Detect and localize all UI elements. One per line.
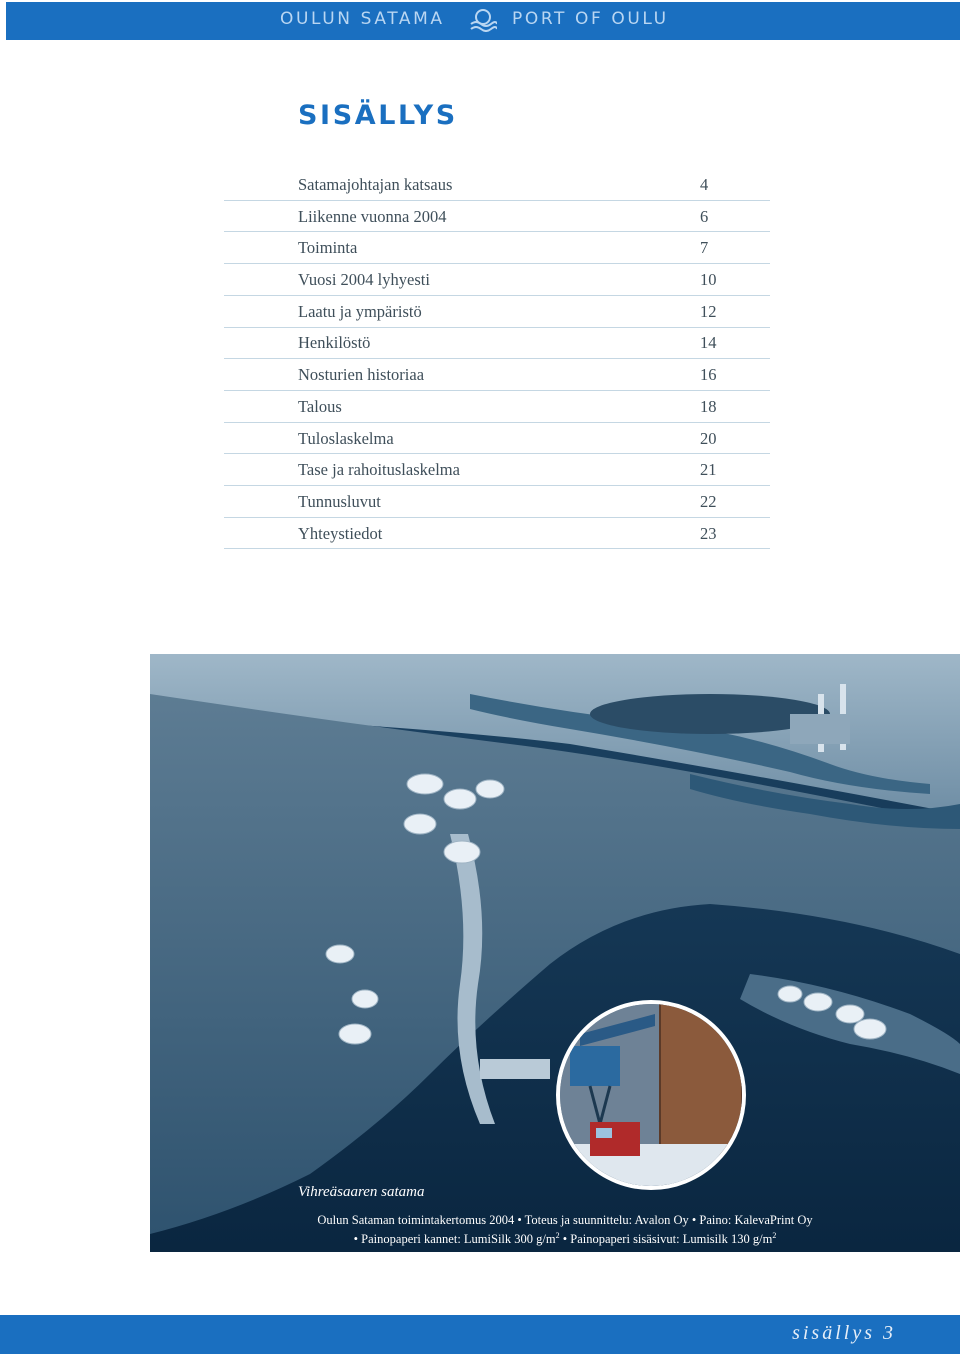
- brand-name-fi: OULUN SATAMA: [280, 9, 445, 29]
- toc-entry: [224, 328, 770, 359]
- toc-entry-label: Vuosi 2004 lyhyesti: [298, 270, 430, 290]
- toc-entry-page: 10: [700, 270, 717, 290]
- brand-name-en: PORT OF OULU: [512, 9, 669, 29]
- toc-entry: [224, 233, 770, 264]
- toc-entry-page: 21: [700, 460, 717, 480]
- colophon-line-1: Oulun Sataman toimintakertomus 2004 • Toteus ja suunnittelu: Avalon Oy • Paino: KalevaPrint Oy: [317, 1213, 813, 1227]
- toc-entry: [224, 202, 770, 233]
- toc-entry-label: Tunnusluvut: [298, 491, 381, 511]
- toc-entry-label: Satamajohtajan katsaus: [298, 175, 453, 194]
- toc-entry-label: Tuloslaskelma: [298, 428, 394, 448]
- toc-entry: [224, 455, 770, 486]
- colophon: [300, 1212, 830, 1247]
- toc-entry-page: 4: [700, 175, 709, 194]
- toc-entry-page: 22: [700, 491, 717, 511]
- toc-entry: [224, 170, 770, 201]
- photo-caption: Vihreäsaaren satama: [298, 1184, 425, 1200]
- toc-entry: [224, 424, 770, 455]
- toc-entry: [224, 297, 770, 328]
- toc-entry: [224, 487, 770, 518]
- toc-entry-label: Talous: [298, 396, 342, 416]
- toc-entry-label: Nosturien historiaa: [298, 365, 425, 385]
- toc-entry-page: 12: [700, 301, 717, 321]
- toc-entry-page: 16: [700, 365, 717, 385]
- toc-entry-label: Toiminta: [298, 238, 358, 258]
- page-title: SISÄLLYS: [298, 100, 458, 131]
- toc-entry-label: Liikenne vuonna 2004: [298, 206, 447, 226]
- toc-entry-page: 14: [700, 333, 717, 353]
- wave-logo-icon: [469, 8, 497, 32]
- toc-entry: [224, 519, 770, 550]
- table-of-contents: [224, 170, 770, 550]
- toc-entry: [224, 360, 770, 391]
- crane-inset-photo: [556, 1000, 746, 1190]
- toc-entry-label: Laatu ja ympäristö: [298, 301, 422, 321]
- toc-entry-page: 7: [700, 238, 709, 258]
- toc-entry-page: 20: [700, 428, 717, 448]
- toc-entry-label: Tase ja rahoituslaskelma: [298, 460, 460, 480]
- toc-entry-label: Yhteystiedot: [298, 523, 383, 543]
- harbour-aerial-photo: [150, 654, 960, 1252]
- toc-entry: [224, 392, 770, 423]
- toc-entry-page: 6: [700, 206, 709, 226]
- toc-entry-page: 18: [700, 396, 717, 416]
- footer-page-label: sisällys 3: [792, 1322, 896, 1344]
- toc-entry: [224, 265, 770, 296]
- toc-entry-page: 23: [700, 523, 717, 543]
- toc-entry-label: Henkilöstö: [298, 333, 371, 353]
- colophon-line-2: • Painopaperi kannet: LumiSilk 300 $g/m^2$ • Painopaperi sisäsivut: Lumisilk 130 $g/m^2$: [353, 1231, 777, 1247]
